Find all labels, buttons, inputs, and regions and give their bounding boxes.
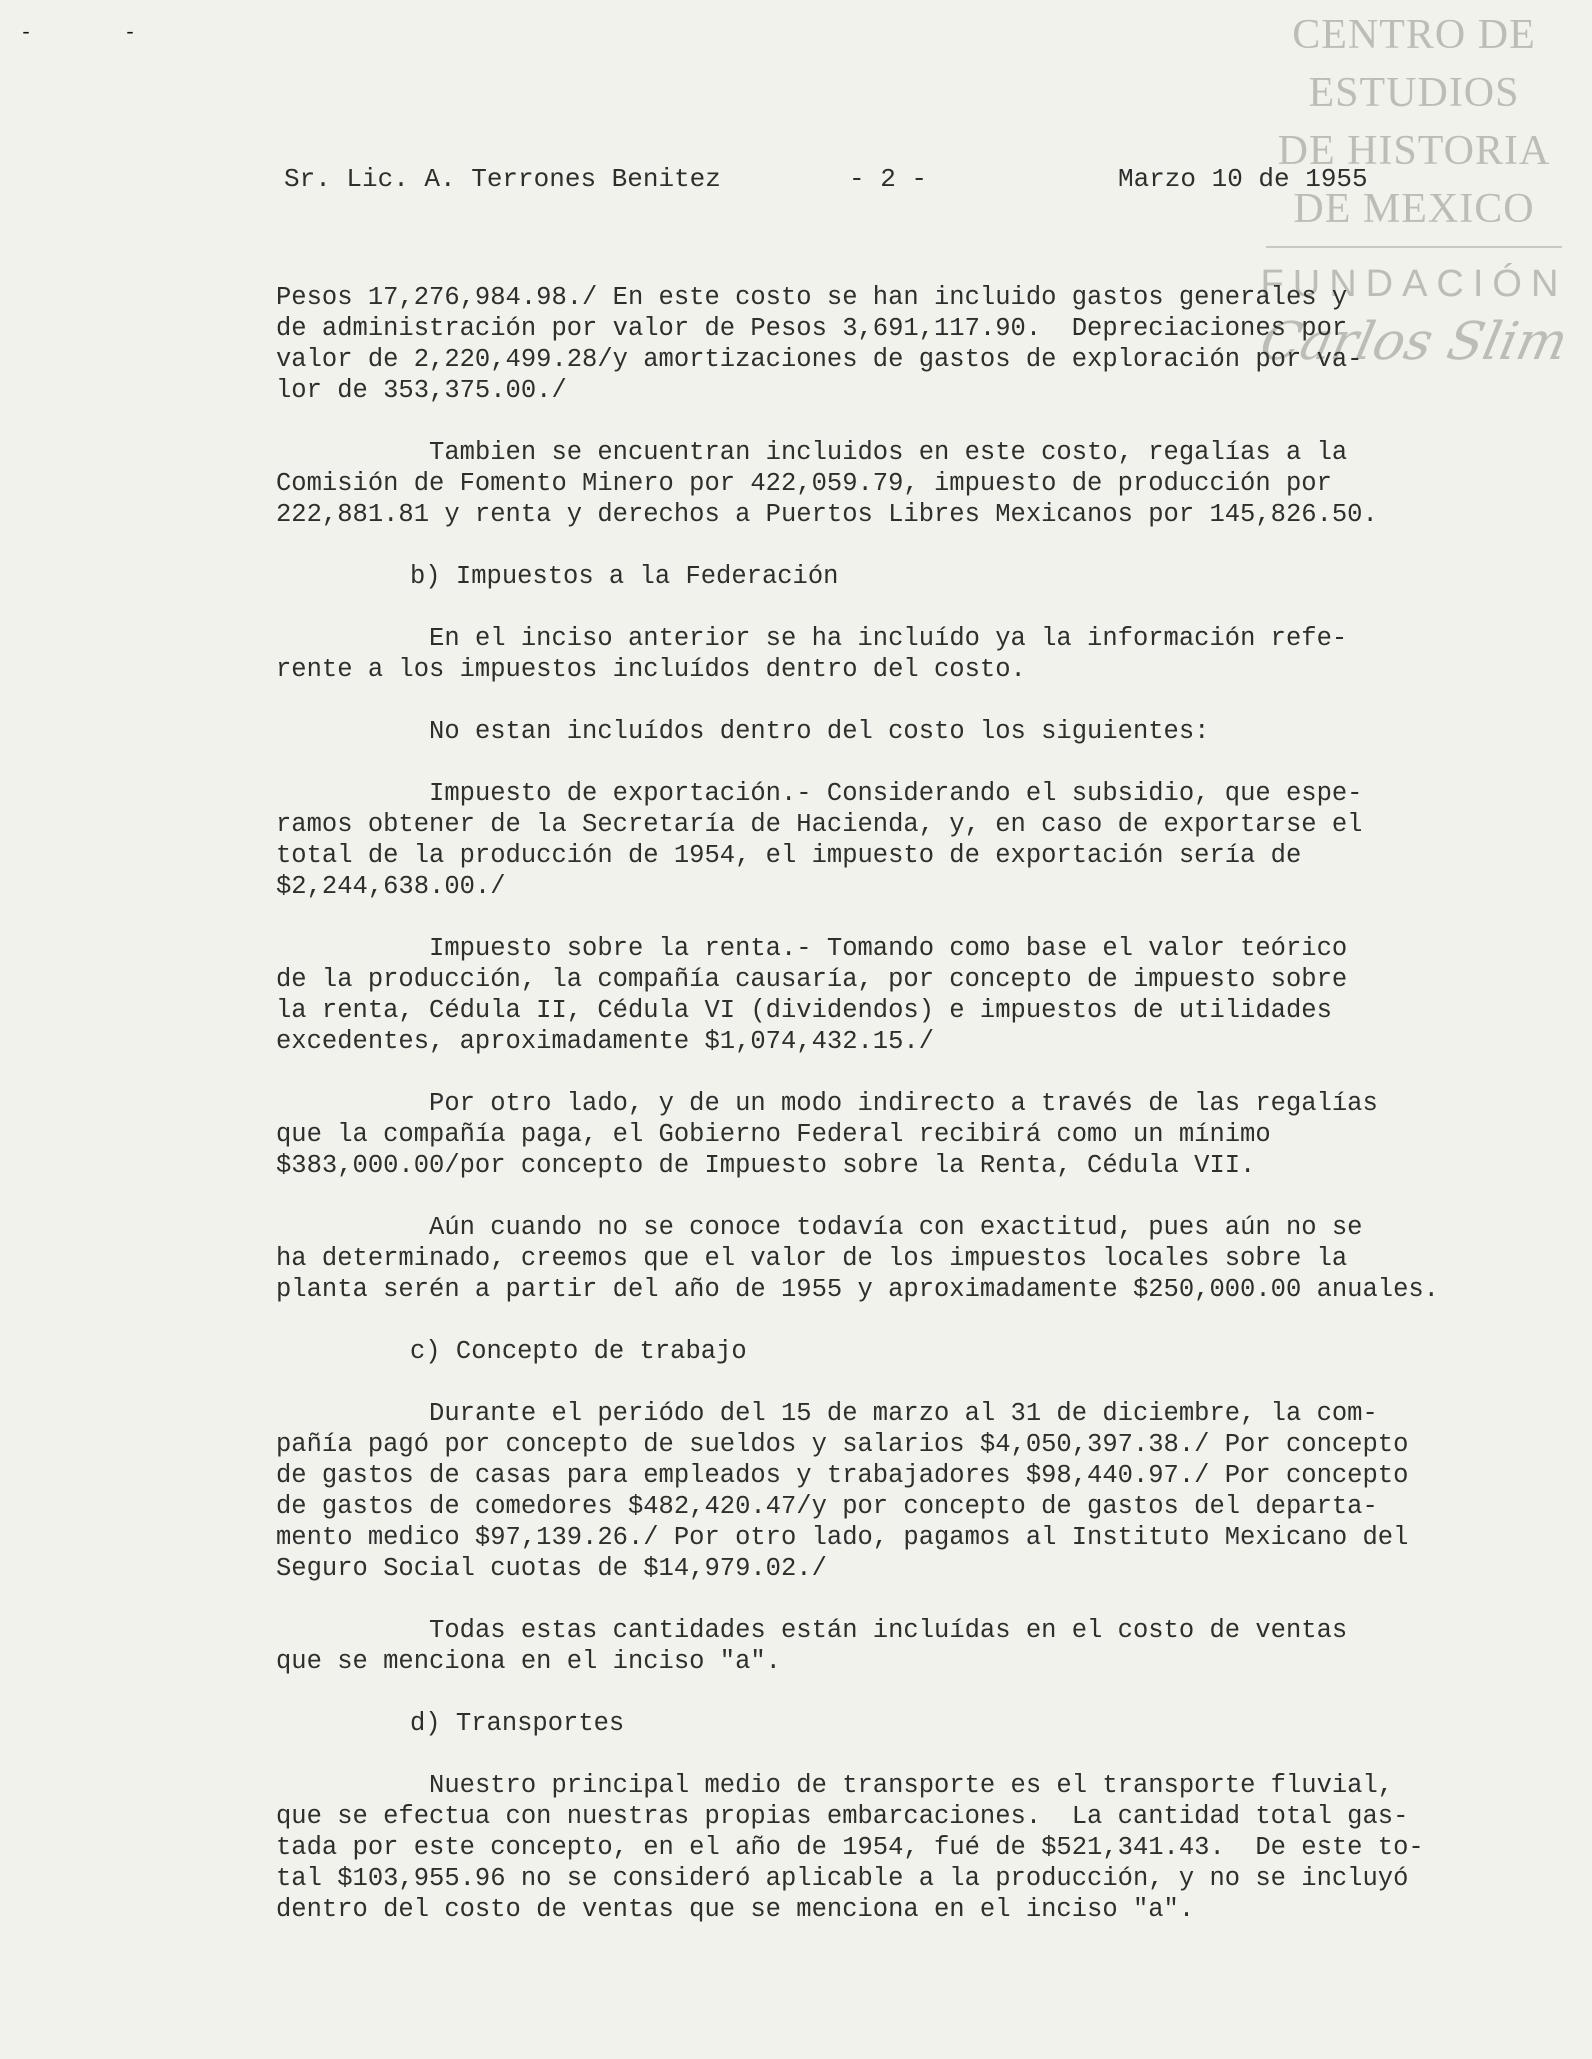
- letter-body: [276, 282, 1476, 1956]
- watermark-org-line: DE MEXICO: [1293, 186, 1535, 232]
- page-marks: - -: [20, 22, 177, 45]
- paragraph-royalties: Tambien se encuentran incluidos en este costo, regalías a la Comisión de Fomento Minero por 422,059.79, impuesto de producción por 222,881.81 y renta y derechos a Puertos Libres Mexicanos por 145,826.50.: [276, 438, 1378, 529]
- paragraph-income-tax: Impuesto sobre la renta.- Tomando como base el valor teórico de la producción, la compañía causaría, por concepto de impuesto sobre la renta, Cédula II, Cédula VI (dividendos) e impuestos de utilidades excedentes, aproximadamente $1,074,432.15./: [276, 934, 1348, 1056]
- watermark-org-line: CENTRO DE: [1292, 12, 1536, 58]
- paragraph-indirect-tax: Por otro lado, y de un modo indirecto a través de las regalías que la compañía paga, el Gobierno Federal recibirá como un mínimo $383,000.00/por concepto de Impuesto sobre la Renta, Cédula VII.: [276, 1089, 1378, 1180]
- section-heading-d: d) Transportes: [410, 1709, 625, 1738]
- letter-header: [284, 164, 1384, 204]
- paragraph-federal-intro: En el inciso anterior se ha incluído ya la información refe- rente a los impuestos incluídos dentro del costo.: [276, 624, 1348, 684]
- paragraph-labor-costs: Durante el periódo del 15 de marzo al 31 de diciembre, la com- pañía pagó por concepto de sueldos y salarios $4,050,397.38./ Por concepto de gastos de casas para empleados y trabajadores $98,440.97./ Por concepto de gastos de comedores $482,420.47/y por concepto de gastos del departa- mento medico $97,139.26./ Por otro lado, pagamos al Instituto Mexicano del Seguro Social cuotas de $14,979.02./: [276, 1399, 1409, 1583]
- paragraph-included-costs: Todas estas cantidades están incluídas en el costo de ventas que se menciona en el inciso "a".: [276, 1616, 1348, 1676]
- section-heading-c: c) Concepto de trabajo: [410, 1337, 747, 1366]
- paragraph-costs: Pesos 17,276,984.98./ En este costo se han incluido gastos generales y de administración por valor de Pesos 3,691,117.90. Depreciaciones por valor de 2,220,499.28/y amortizaciones de gastos de exploración por va- lor de 353,375.00./: [276, 283, 1363, 405]
- paragraph-not-included: No estan incluídos dentro del costo los siguientes:: [276, 717, 1210, 746]
- watermark-divider: [1266, 246, 1562, 248]
- paragraph-local-tax: Aún cuando no se conoce todavía con exactitud, pues aún no se ha determinado, creemos que el valor de los impuestos locales sobre la planta serén a partir del año de 1955 y aproximadamente $250,000.00 anuales.: [276, 1213, 1439, 1304]
- watermark-org-line: ESTUDIOS: [1308, 70, 1520, 116]
- paragraph-transport: Nuestro principal medio de transporte es el transporte fluvial, que se efectua con nuestras propias embarcaciones. La cantidad total gas- tada por este concepto, en el año de 1954, fué de $521,341.43. De este to- tal $103,955.96 no se consideró aplicable a la producción, y no se incluyó dentro del costo de ventas que se menciona en el inciso "a".: [276, 1771, 1424, 1924]
- watermark-org-line: DE HISTORIA: [1277, 128, 1551, 174]
- watermark-signature: Carlos Slim: [1255, 312, 1573, 372]
- letter-date: Marzo 10 de 1955: [1118, 164, 1368, 194]
- watermark-fundacion: FUNDACIÓN: [1260, 263, 1568, 305]
- section-heading-b: b) Impuestos a la Federación: [410, 562, 839, 591]
- page-number: - 2 -: [849, 164, 928, 194]
- recipient-name: Sr. Lic. A. Terrones Benitez: [284, 164, 721, 194]
- paragraph-export-tax: Impuesto de exportación.- Considerando el subsidio, que espe- ramos obtener de la Secretaría de Hacienda, y, en caso de exportarse el total de la producción de 1954, el impuesto de exportación sería de $2,244,638.00./: [276, 779, 1363, 901]
